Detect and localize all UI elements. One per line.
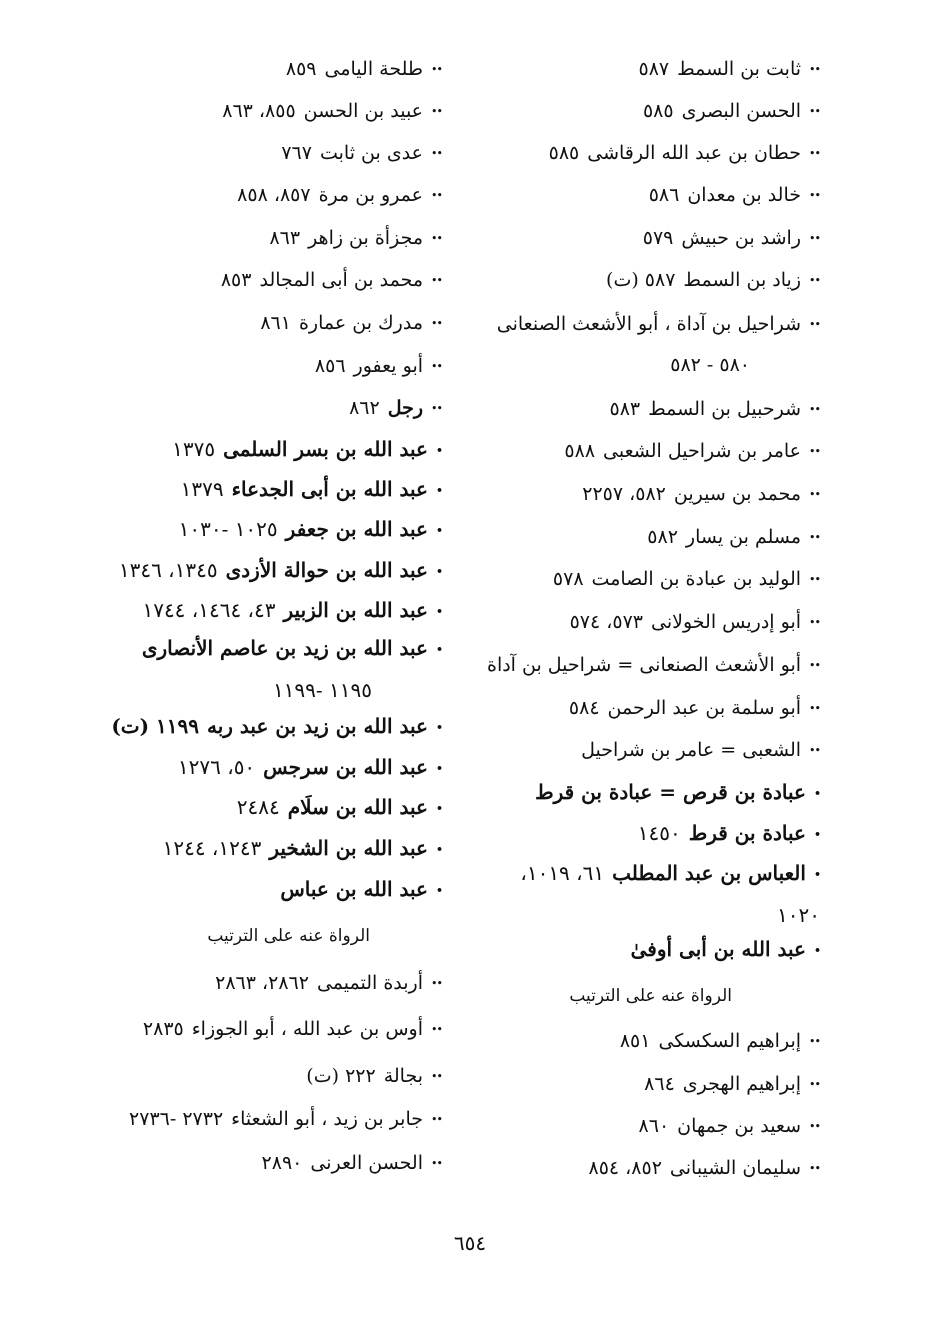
- index-entry: [472, 388, 820, 431]
- entry-refs: ١١٩٥ -١١٩٩: [272, 677, 372, 702]
- bullet-marker: ••: [431, 189, 442, 202]
- entry-name: أبو إدريس الخولانى: [651, 611, 802, 633]
- bullet-marker: ••: [431, 63, 442, 76]
- entry-name: عامر بن شراحيل الشعبى: [603, 440, 802, 462]
- bullet-marker: ••: [809, 531, 820, 544]
- index-entry: [472, 132, 820, 175]
- entry-name: عمرو بن مرة: [318, 184, 424, 206]
- entry-name: عبد الله بن حوالة الأزدى: [225, 558, 428, 582]
- bullet-marker: ••: [809, 189, 820, 202]
- index-entry: [102, 962, 442, 1005]
- bullet-marker: •: [435, 883, 442, 897]
- entry-name: عدى بن ثابت: [319, 142, 424, 164]
- entry-name: مسلم بن يسار: [685, 526, 802, 548]
- entry-name: طلحة اليامى: [324, 58, 424, 80]
- entry-name: الوليد بن عبادة بن الصامت: [591, 568, 802, 590]
- bullet-marker: ••: [431, 274, 442, 287]
- bullet-marker: ••: [809, 63, 820, 76]
- index-entry: [472, 644, 820, 687]
- index-entry: [472, 1147, 820, 1190]
- entry-refs: ٥٨٧ (ت): [606, 269, 676, 291]
- entry-name: الحسن البصرى: [681, 100, 802, 122]
- index-entry: [102, 387, 442, 430]
- entry-name: عبد الله بن جعفر: [285, 517, 428, 541]
- entry-refs: ٨٦١: [260, 312, 291, 334]
- bullet-marker: ••: [809, 1078, 820, 1091]
- index-entry: [472, 1063, 820, 1106]
- bullet-marker: ••: [809, 445, 820, 458]
- bullet-marker: •: [813, 786, 820, 800]
- index-entry: [102, 1142, 442, 1185]
- bullet-marker: •: [435, 443, 442, 457]
- entry-name: عبد الله بن الشخير: [269, 836, 428, 860]
- bullet-marker: •: [435, 642, 442, 656]
- bullet-marker: •: [435, 523, 442, 537]
- entry-refs: ٨٦٤: [644, 1073, 675, 1095]
- entry-name: عبد الله بن سلَام: [287, 795, 428, 819]
- entry-refs: ٢٨٩٠: [261, 1152, 303, 1174]
- entry-refs: ٥٨٧: [638, 58, 670, 80]
- entry-refs: ١٠٢٥ -١٠٣٠: [178, 517, 278, 541]
- entry-name: جابر بن زيد ، أبو الشعثاء: [231, 1108, 424, 1130]
- entry-refs: ٦١، ١٠١٩، ١٠٢٠: [520, 861, 820, 927]
- entry-name: سعيد بن جمهان: [677, 1115, 802, 1137]
- index-entry: [102, 589, 442, 633]
- bullet-marker: •: [435, 842, 442, 856]
- entry-refs: ٧٦٧: [281, 142, 312, 164]
- entry-name: زياد بن السمط: [683, 269, 802, 291]
- index-entry: [472, 516, 820, 559]
- bullet-marker: ••: [431, 360, 442, 373]
- entry-name: عبد الله بن أبى الجدعاء: [231, 477, 428, 501]
- bullet-marker: •: [813, 943, 820, 957]
- index-entry: [472, 48, 820, 91]
- entry-refs: ٨٦٣: [269, 227, 301, 249]
- entry-refs: ٥٧٩: [642, 227, 674, 249]
- entry-refs: ١٣٧٥: [172, 437, 216, 461]
- index-entry: [472, 928, 820, 972]
- index-entry: [472, 1105, 820, 1148]
- bullet-marker: ••: [431, 977, 442, 990]
- index-entry: [472, 217, 820, 260]
- index-entry: [102, 132, 442, 175]
- entry-name: محمد بن أبى المجالد: [259, 269, 424, 291]
- entry-name: سليمان الشيبانى: [669, 1157, 802, 1179]
- bullet-marker: ••: [809, 616, 820, 629]
- bullet-marker: ••: [809, 403, 820, 416]
- entry-name: إبراهيم الهجرى: [682, 1073, 802, 1095]
- entry-name: عبادة بن قرط: [688, 821, 806, 845]
- index-entry: [102, 259, 442, 302]
- entry-name: محمد بن سيرين: [673, 483, 802, 505]
- bullet-marker: ••: [809, 744, 820, 757]
- entry-name: أبو يعفور: [353, 355, 424, 377]
- entry-name: أبو الأشعث الصنعانى = شراحيل بن آداة: [486, 654, 802, 676]
- bullet-marker: ••: [809, 105, 820, 118]
- bullet-marker: ••: [431, 232, 442, 245]
- bullet-marker: •: [435, 720, 442, 734]
- entry-name: عبد الله بن عباس: [280, 877, 428, 901]
- entry-name: شرحبيل بن السمط: [648, 398, 802, 420]
- index-entry: [102, 345, 442, 388]
- bullet-marker: ••: [431, 1070, 442, 1083]
- bullet-marker: ••: [809, 147, 820, 160]
- index-entry: [102, 786, 442, 830]
- index-entry: [472, 601, 820, 644]
- bullet-marker: ••: [809, 1035, 820, 1048]
- index-entry: [102, 90, 442, 133]
- entry-name: خالد بن معدان: [687, 184, 802, 206]
- entry-name: الحسن العرنى: [310, 1152, 424, 1174]
- entry-name: عبيد بن الحسن: [303, 100, 424, 122]
- index-entry: [472, 1020, 820, 1063]
- index-entry: [472, 687, 820, 730]
- index-entry: [472, 771, 820, 815]
- entry-refs: ٨٥٩: [285, 58, 317, 80]
- entry-refs: ٨٥٥، ٨٦٣: [222, 100, 296, 122]
- page-number: ٦٥٤: [453, 1231, 487, 1255]
- entry-name: مدرك بن عمارة: [298, 312, 424, 334]
- index-entry: [472, 853, 820, 935]
- entry-refs: ٥٨٥: [548, 142, 580, 164]
- entry-refs: ٨٥٣: [220, 269, 252, 291]
- section-heading: الرواة عنه على الترتيب: [569, 986, 732, 1006]
- index-entry: [102, 705, 442, 749]
- entry-refs: ٢٧٣٢ -٢٧٣٦: [129, 1108, 224, 1130]
- entry-refs: ٥٨٥: [642, 100, 674, 122]
- entry-refs: ٥٧٨: [552, 568, 584, 590]
- entry-refs: ١٣٤٥، ١٣٤٦: [118, 558, 218, 582]
- bullet-marker: •: [813, 867, 820, 881]
- bullet-marker: ••: [809, 702, 820, 715]
- entry-refs: ٤٣، ١٤٦٤، ١٧٤٤: [142, 598, 276, 622]
- index-entry: [102, 827, 442, 871]
- entry-refs: ٢٨٦٢، ٢٨٦٣: [215, 972, 309, 994]
- bullet-marker: •: [813, 827, 820, 841]
- index-entry: [102, 1098, 442, 1141]
- entry-refs: ٢٢٢ (ت): [306, 1065, 376, 1087]
- entry-refs: ٥٨٠ - ٥٨٢: [670, 354, 750, 376]
- index-entry: [102, 746, 442, 790]
- entry-refs: ٥٨٢: [647, 526, 678, 548]
- index-entry: [102, 217, 442, 260]
- bullet-marker: ••: [809, 573, 820, 586]
- entry-refs: ٢٨٣٥: [142, 1018, 184, 1040]
- bullet-marker: ••: [431, 105, 442, 118]
- entry-refs: ٨٥٧، ٨٥٨: [237, 184, 311, 206]
- entry-refs: ١١٩٩ (ت): [111, 714, 199, 738]
- entry-name: عبد الله بن الزبير: [283, 598, 428, 622]
- bullet-marker: ••: [431, 402, 442, 415]
- index-entry: [102, 428, 442, 472]
- entry-refs: ٥٠، ١٢٧٦: [177, 755, 256, 779]
- entry-refs: ١٤٥٠: [637, 821, 681, 845]
- index-entry: [472, 90, 820, 133]
- index-entry: [102, 628, 442, 710]
- index-entry: [102, 174, 442, 217]
- entry-refs: ٨٥١: [619, 1030, 651, 1052]
- index-entry: [102, 1008, 442, 1051]
- entry-refs: ٨٥٢، ٨٥٤: [588, 1157, 662, 1179]
- entry-refs: ١٣٧٩: [180, 477, 224, 501]
- entry-refs: ٥٧٣، ٥٧٤: [569, 611, 644, 633]
- entry-refs: ٨٥٦: [314, 355, 346, 377]
- entry-name: عبادة بن قرص = عبادة بن قرط: [535, 780, 806, 804]
- bullet-marker: ••: [809, 274, 820, 287]
- index-entry: [472, 430, 820, 473]
- entry-name: إبراهيم السكسكى: [658, 1030, 802, 1052]
- entry-refs: ٥٨٣: [609, 398, 641, 420]
- index-entry: [472, 473, 820, 516]
- entry-name: أبو سلمة بن عبد الرحمن: [607, 697, 802, 719]
- bullet-marker: •: [435, 604, 442, 618]
- entry-refs: ٨٦٢: [349, 397, 380, 419]
- entry-name: مجزأة بن زاهر: [308, 227, 424, 249]
- entry-refs: ٥٨٤: [568, 697, 600, 719]
- index-entry: [102, 508, 442, 552]
- bullet-marker: ••: [809, 1120, 820, 1133]
- index-entry: [102, 868, 442, 912]
- entry-name: عبد الله بن بسر السلمى: [223, 437, 428, 461]
- index-entry: [472, 259, 820, 302]
- bullet-marker: ••: [431, 147, 442, 160]
- entry-name: ثابت بن السمط: [677, 58, 802, 80]
- index-entry: [472, 174, 820, 217]
- entry-name: عبد الله بن زيد بن عاصم الأنصارى: [141, 636, 428, 660]
- entry-refs: ٢٤٨٤: [236, 795, 280, 819]
- index-entry: [102, 468, 442, 512]
- entry-name: عبد الله بن أبى أوفىٰ: [630, 937, 806, 961]
- index-entry: [472, 729, 820, 772]
- entry-name: بجالة: [383, 1065, 424, 1087]
- entry-name: شراحيل بن آداة ، أبو الأشعث الصنعانى: [496, 313, 802, 335]
- bullet-marker: ••: [809, 1162, 820, 1175]
- index-entry: [102, 1055, 442, 1098]
- entry-refs: ١٢٤٣، ١٢٤٤: [162, 836, 262, 860]
- entry-name: أوس بن عبد الله ، أبو الجوزاء: [191, 1018, 424, 1040]
- entry-name: حطان بن عبد الله الرقاشى: [587, 142, 802, 164]
- bullet-marker: ••: [431, 1157, 442, 1170]
- bullet-marker: ••: [809, 659, 820, 672]
- bullet-marker: ••: [431, 1023, 442, 1036]
- entry-name: راشد بن حبيش: [681, 227, 802, 249]
- bullet-marker: •: [435, 801, 442, 815]
- entry-refs: ٨٦٠: [638, 1115, 670, 1137]
- entry-name: أربدة التميمى: [316, 972, 424, 994]
- bullet-marker: ••: [809, 318, 820, 331]
- entry-refs: ٥٨٦: [648, 184, 680, 206]
- index-entry: [102, 302, 442, 345]
- index-entry: [102, 549, 442, 593]
- entry-name: الشعبى = عامر بن شراحيل: [581, 739, 802, 761]
- entry-refs: ٥٨٢، ٢٢٥٧: [582, 483, 666, 505]
- entry-name: العباس بن عبد المطلب: [612, 861, 806, 885]
- bullet-marker: ••: [431, 1113, 442, 1126]
- bullet-marker: •: [435, 761, 442, 775]
- bullet-marker: ••: [431, 317, 442, 330]
- bullet-marker: •: [435, 483, 442, 497]
- entry-refs: ٥٨٨: [564, 440, 596, 462]
- index-entry: [102, 48, 442, 91]
- index-entry: [472, 812, 820, 856]
- bullet-marker: ••: [809, 232, 820, 245]
- entry-name: رجل: [387, 397, 424, 419]
- bullet-marker: •: [435, 564, 442, 578]
- index-entry: [472, 558, 820, 601]
- entry-name: عبد الله بن زيد بن عبد ربه: [207, 714, 428, 738]
- section-heading: الرواة عنه على الترتيب: [207, 926, 370, 946]
- entry-name: عبد الله بن سرجس: [263, 755, 428, 779]
- bullet-marker: ••: [809, 488, 820, 501]
- index-entry: [472, 304, 820, 385]
